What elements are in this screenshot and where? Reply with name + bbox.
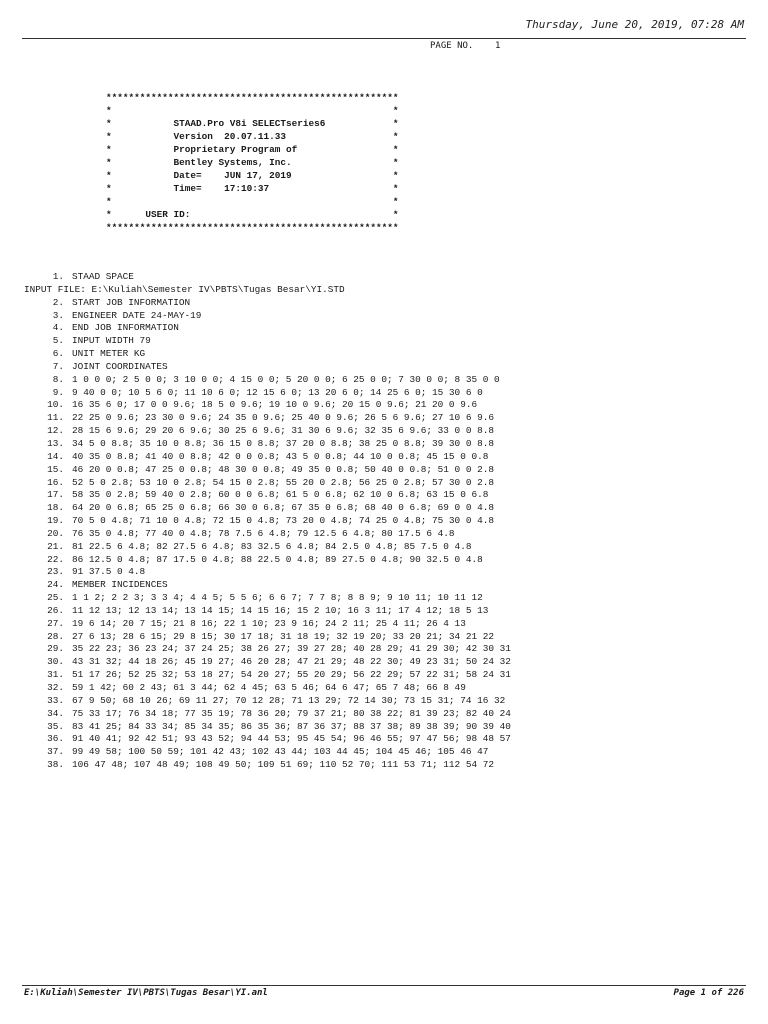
- line-number: 7.: [52, 360, 64, 372]
- listing-line: [24, 541, 511, 554]
- line-text: 16 35 6 0; 17 0 0 9.6; 18 5 0 9.6; 19 10 0 9.6; 20 15 0 9.6; 21 20 0 9.6: [72, 399, 478, 411]
- page-number-label: PAGE NO. 1: [430, 41, 501, 51]
- line-number: 34.: [47, 707, 64, 719]
- line-text: 86 12.5 0 4.8; 87 17.5 0 4.8; 88 22.5 0 4.8; 89 27.5 0 4.8; 90 32.5 0 4.8: [72, 553, 483, 565]
- line-number: 35.: [47, 720, 64, 732]
- line-text: 70 5 0 4.8; 71 10 0 4.8; 72 15 0 4.8; 73 20 0 4.8; 74 25 0 4.8; 75 30 0 4.8: [72, 515, 494, 527]
- header-divider: [22, 38, 746, 39]
- banner-line: * Proprietary Program of *: [106, 144, 399, 155]
- line-number: 6.: [52, 348, 64, 360]
- line-text: 91 40 41; 92 42 51; 93 43 52; 94 44 53; 95 45 54; 96 46 55; 97 47 56; 98 48 57: [72, 733, 511, 745]
- listing-line: [24, 695, 511, 708]
- listing-line: [24, 579, 511, 592]
- line-number: 32.: [47, 682, 64, 693]
- line-number: 11.: [47, 412, 64, 424]
- line-text: 67 9 50; 68 10 26; 69 11 27; 70 12 28; 71 13 29; 72 14 30; 73 15 31; 74 16 32: [72, 694, 506, 706]
- line-text: 106 47 48; 107 48 49; 108 49 50; 109 51 69; 110 52 70; 111 53 71; 112 54 72: [72, 759, 494, 771]
- listing-line: [24, 605, 511, 618]
- banner-line: * *: [106, 196, 399, 207]
- listing-line: [24, 451, 511, 464]
- listing-line: [24, 566, 511, 579]
- line-number: 14.: [47, 450, 64, 462]
- line-text: 52 5 0 2.8; 53 10 0 2.8; 54 15 0 2.8; 55 20 0 2.8; 56 25 0 2.8; 57 30 0 2.8: [72, 476, 494, 488]
- listing-line: [24, 682, 511, 695]
- line-number: 37.: [47, 746, 64, 758]
- line-text: 76 35 0 4.8; 77 40 0 4.8; 78 7.5 6 4.8; 79 12.5 6 4.8; 80 17.5 6 4.8: [72, 527, 455, 539]
- line-text: ENGINEER DATE 24-MAY-19: [72, 309, 202, 321]
- line-number: 1.: [52, 271, 64, 282]
- footer-divider: [22, 985, 746, 986]
- line-text: 9 40 0 0; 10 5 6 0; 11 10 6 0; 12 15 6 0; 13 20 6 0; 14 25 6 0; 15 30 6 0: [72, 386, 483, 398]
- listing-line: [24, 271, 511, 284]
- banner-line: * *: [106, 105, 399, 116]
- line-text: 59 1 42; 60 2 43; 61 3 44; 62 4 45; 63 5 46; 64 6 47; 65 7 48; 66 8 49: [72, 682, 466, 693]
- line-number: 5.: [52, 335, 64, 347]
- line-number: 10.: [47, 399, 64, 411]
- line-number: 12.: [47, 425, 64, 437]
- listing-line: [24, 412, 511, 425]
- line-number: 25.: [47, 592, 64, 604]
- line-text: 28 15 6 9.6; 29 20 6 9.6; 30 25 6 9.6; 31 30 6 9.6; 32 35 6 9.6; 33 0 0 8.8: [72, 425, 494, 437]
- line-text: 75 33 17; 76 34 18; 77 35 19; 78 36 20; 79 37 21; 80 38 22; 81 39 23; 82 40 24: [72, 707, 511, 719]
- line-text: 43 31 32; 44 18 26; 45 19 27; 46 20 28; 47 21 29; 48 22 30; 49 23 31; 50 24 32: [72, 656, 511, 668]
- listing-line: [24, 746, 511, 759]
- line-number: 27.: [47, 617, 64, 629]
- line-number: 2.: [52, 296, 64, 308]
- line-number: 36.: [47, 733, 64, 745]
- line-text: 46 20 0 0.8; 47 25 0 0.8; 48 30 0 0.8; 49 35 0 0.8; 50 40 0 0.8; 51 0 0 2.8: [72, 463, 494, 475]
- banner-line: ****************************************************: [106, 92, 399, 103]
- listing-line: [24, 310, 511, 323]
- input-listing: [24, 271, 511, 772]
- line-text: MEMBER INCIDENCES: [72, 579, 168, 591]
- listing-line: [24, 399, 511, 412]
- banner-line: * STAAD.Pro V8i SELECTseries6 *: [106, 118, 399, 129]
- line-number: 38.: [47, 759, 64, 771]
- line-number: 13.: [47, 437, 64, 449]
- listing-line: [24, 721, 511, 734]
- line-number: 16.: [47, 476, 64, 488]
- line-number: 29.: [47, 643, 64, 655]
- line-text: 34 5 0 8.8; 35 10 0 8.8; 36 15 0 8.8; 37 20 0 8.8; 38 25 0 8.8; 39 30 0 8.8: [72, 437, 494, 449]
- listing-line: [24, 425, 511, 438]
- listing-line: [24, 669, 511, 682]
- line-text: START JOB INFORMATION: [72, 296, 191, 308]
- line-text: 81 22.5 6 4.8; 82 27.5 6 4.8; 83 32.5 6 4.8; 84 2.5 0 4.8; 85 7.5 0 4.8: [72, 540, 472, 552]
- line-text: END JOB INFORMATION: [72, 322, 179, 334]
- line-text: UNIT METER KG: [72, 348, 146, 360]
- line-text: 27 6 13; 28 6 15; 29 8 15; 30 17 18; 31 18 19; 32 19 20; 33 20 21; 34 21 22: [72, 630, 494, 642]
- banner-line: ****************************************************: [106, 222, 399, 233]
- line-text: 35 22 23; 36 23 24; 37 24 25; 38 26 27; 39 27 28; 40 28 29; 41 29 30; 42 30 31: [72, 643, 511, 655]
- line-text: JOINT COORDINATES: [72, 360, 168, 372]
- line-number: 18.: [47, 502, 64, 514]
- line-number: 21.: [47, 540, 64, 552]
- line-text: 51 17 26; 52 25 32; 53 18 27; 54 20 27; 55 20 29; 56 22 29; 57 22 31; 58 24 31: [72, 669, 511, 681]
- line-number: 9.: [52, 386, 64, 398]
- listing-line: [24, 554, 511, 567]
- listing-line: [24, 592, 511, 605]
- listing-line: [24, 297, 511, 310]
- listing-line: [24, 643, 511, 656]
- line-text: 58 35 0 2.8; 59 40 0 2.8; 60 0 0 6.8; 61 5 0 6.8; 62 10 0 6.8; 63 15 0 6.8: [72, 489, 489, 501]
- listing-line: [24, 477, 511, 490]
- footer-file-path: E:\Kuliah\Semester IV\PBTS\Tugas Besar\YI.anl: [24, 988, 268, 998]
- line-text: STAAD SPACE: [72, 271, 134, 282]
- listing-line: [24, 387, 511, 400]
- footer-page-count: Page 1 of 226: [673, 988, 744, 998]
- line-number: 24.: [47, 579, 64, 591]
- line-text: 99 49 58; 100 50 59; 101 42 43; 102 43 44; 103 44 45; 104 45 46; 105 46 47: [72, 746, 489, 758]
- line-number: 31.: [47, 669, 64, 681]
- banner-line: * Time= 17:10:37 *: [106, 183, 399, 194]
- line-number: 8.: [52, 373, 64, 385]
- banner-line: * Version 20.07.11.33 *: [106, 131, 399, 142]
- listing-line: [24, 361, 511, 374]
- line-text: 11 12 13; 12 13 14; 13 14 15; 14 15 16; 15 2 10; 16 3 11; 17 4 12; 18 5 13: [72, 604, 489, 616]
- line-text: 64 20 0 6.8; 65 25 0 6.8; 66 30 0 6.8; 67 35 0 6.8; 68 40 0 6.8; 69 0 0 4.8: [72, 502, 494, 514]
- line-text: 1 0 0 0; 2 5 0 0; 3 10 0 0; 4 15 0 0; 5 20 0 0; 6 25 0 0; 7 30 0 0; 8 35 0 0: [72, 373, 500, 385]
- line-number: 17.: [47, 489, 64, 501]
- listing-line: [24, 502, 511, 515]
- listing-line: [24, 335, 511, 348]
- line-number: 4.: [52, 322, 64, 334]
- listing-line: [24, 322, 511, 335]
- listing-line: [24, 438, 511, 451]
- banner-line: * Bentley Systems, Inc. *: [106, 157, 399, 168]
- line-text: INPUT WIDTH 79: [72, 335, 151, 347]
- line-number: 15.: [47, 463, 64, 475]
- listing-line: [24, 733, 511, 746]
- line-text: 22 25 0 9.6; 23 30 0 9.6; 24 35 0 9.6; 25 40 0 9.6; 26 5 6 9.6; 27 10 6 9.6: [72, 412, 494, 424]
- listing-line: [24, 656, 511, 669]
- line-text: 91 37.5 0 4.8: [72, 566, 146, 578]
- line-number: 30.: [47, 656, 64, 668]
- listing-line: [24, 759, 511, 772]
- listing-line: [24, 374, 511, 387]
- line-number: 3.: [52, 309, 64, 321]
- listing-line: [24, 618, 511, 631]
- banner-line: * USER ID: *: [106, 209, 399, 220]
- listing-line: [24, 348, 511, 361]
- line-number: 23.: [47, 566, 64, 578]
- banner-line: * Date= JUN 17, 2019 *: [106, 170, 399, 181]
- report-datetime: Thursday, June 20, 2019, 07:28 AM: [525, 18, 744, 31]
- listing-line: [24, 515, 511, 528]
- listing-line: [24, 284, 511, 297]
- line-text: 1 1 2; 2 2 3; 3 3 4; 4 4 5; 5 5 6; 6 6 7; 7 7 8; 8 8 9; 9 10 11; 10 11 12: [72, 592, 483, 604]
- listing-line: [24, 631, 511, 644]
- listing-line: [24, 489, 511, 502]
- listing-line: [24, 708, 511, 721]
- line-number: 28.: [47, 630, 64, 642]
- line-text: 40 35 0 8.8; 41 40 0 8.8; 42 0 0 0.8; 43 5 0 0.8; 44 10 0 0.8; 45 15 0 0.8: [72, 450, 489, 462]
- listing-line: [24, 528, 511, 541]
- line-number: 26.: [47, 604, 64, 616]
- line-text: 83 41 25; 84 33 34; 85 34 35; 86 35 36; 87 36 37; 88 37 38; 89 38 39; 90 39 40: [72, 720, 511, 732]
- program-banner: [106, 91, 399, 234]
- line-number: 20.: [47, 527, 64, 539]
- listing-line: [24, 464, 511, 477]
- line-text: INPUT FILE: E:\Kuliah\Semester IV\PBTS\Tugas Besar\YI.STD: [24, 283, 345, 295]
- line-text: 19 6 14; 20 7 15; 21 8 16; 22 1 10; 23 9 16; 24 2 11; 25 4 11; 26 4 13: [72, 617, 466, 629]
- line-number: 19.: [47, 515, 64, 527]
- line-number: 33.: [47, 694, 64, 706]
- line-number: 22.: [47, 553, 64, 565]
